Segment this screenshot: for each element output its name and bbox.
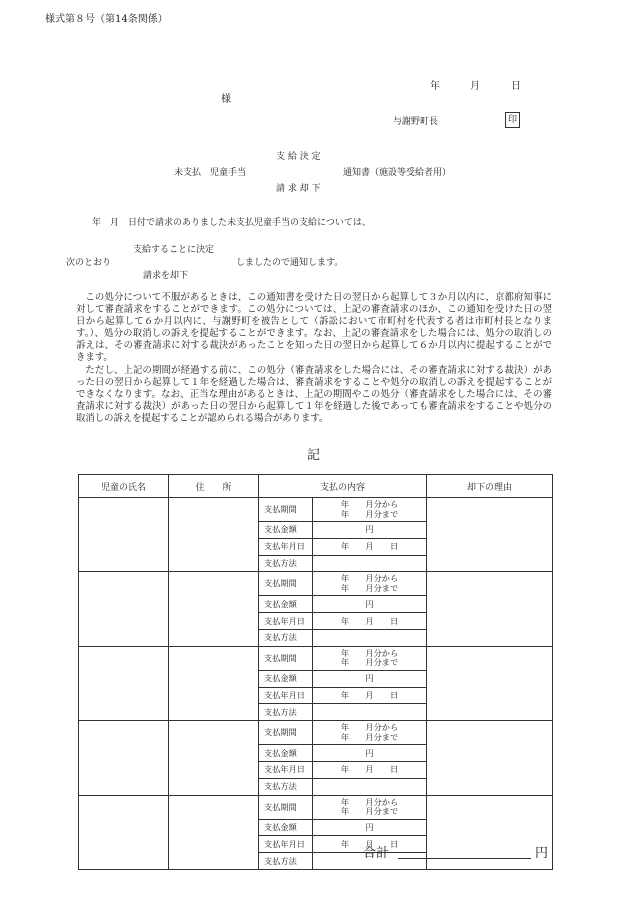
date-month: 月 — [470, 81, 480, 92]
rejection-reason-cell[interactable] — [427, 646, 553, 720]
child-name-cell[interactable] — [79, 498, 169, 572]
period-value[interactable] — [313, 795, 427, 819]
period-label: 支払期間 — [259, 795, 313, 819]
amount-label: 支払金額 — [259, 670, 313, 687]
period-from: 年 月分から — [340, 722, 399, 733]
method-value[interactable] — [313, 629, 427, 646]
pay-date-value[interactable]: 年 月 日 — [313, 538, 427, 555]
period-value[interactable] — [313, 721, 427, 745]
method-value[interactable] — [313, 778, 427, 795]
address-cell[interactable] — [169, 795, 259, 869]
period-to: 年 月分まで — [340, 806, 399, 817]
period-label: 支払期間 — [259, 498, 313, 522]
amount-value[interactable]: 円 — [313, 596, 427, 613]
pay-date-label: 支払年月日 — [259, 687, 313, 704]
total-unit: 円 — [535, 846, 549, 861]
table-row — [79, 646, 553, 670]
amount-label: 支払金額 — [259, 596, 313, 613]
period-label: 支払期間 — [259, 721, 313, 745]
header-payment-content: 支払の内容 — [259, 475, 427, 498]
method-label: 支払方法 — [259, 629, 313, 646]
child-name-cell[interactable] — [79, 795, 169, 869]
method-label: 支払方法 — [259, 853, 313, 870]
rejection-reason-cell[interactable] — [427, 498, 553, 572]
table-header-row — [79, 475, 553, 498]
appeal-paragraph-1: この処分について不服があるときは、この通知書を受けた日の翌日から起算して３か月以内に、京都府知事に対して審査請求をすることができます。この処分については、上記の審査請求のほか、この通知を受けた日の翌日から起算して６か月以内に、与謝野町を被告として（訴訟において市町村を代表する者は市町村長となります。）、処分の取消しの訴えを提起することができます。なお、上記の審査請求をした場合には、処分の取消しの訴えは、その審査請求に対する裁決があったことを知った日の翌日から起算して６か月以内に提起することができます。 — [76, 292, 552, 364]
period-label: 支払期間 — [259, 572, 313, 596]
issuer: 与謝野町長 — [393, 117, 439, 127]
period-from: 年 月分から — [340, 647, 399, 658]
period-to: 年 月分まで — [340, 731, 399, 742]
period-value[interactable] — [313, 646, 427, 670]
payment-table — [78, 474, 553, 870]
title-rejection: 請 求 却 下 — [276, 184, 321, 194]
period-value[interactable] — [313, 498, 427, 522]
pay-date-label: 支払年月日 — [259, 761, 313, 778]
seal-mark: 印 — [505, 112, 520, 128]
table-row — [79, 721, 553, 745]
decision-option-reject: 請求を却下 — [143, 271, 189, 281]
total-label: 合計 — [363, 846, 390, 861]
addressee-suffix: 様 — [221, 94, 231, 105]
header-address: 住 所 — [169, 475, 259, 498]
rejection-reason-cell[interactable] — [427, 721, 553, 795]
period-to: 年 月分まで — [340, 508, 399, 519]
period-to: 年 月分まで — [340, 657, 399, 668]
pay-date-value[interactable]: 年 月 日 — [313, 761, 427, 778]
ki-heading: 記 — [307, 448, 321, 463]
period-value[interactable] — [313, 572, 427, 596]
table-row — [79, 572, 553, 596]
method-value[interactable] — [313, 704, 427, 721]
child-name-cell[interactable] — [79, 646, 169, 720]
child-name-cell[interactable] — [79, 721, 169, 795]
address-cell[interactable] — [169, 721, 259, 795]
header-rejection-reason: 却下の理由 — [427, 475, 553, 498]
method-value[interactable] — [313, 555, 427, 572]
pay-date-label: 支払年月日 — [259, 538, 313, 555]
pay-date-label: 支払年月日 — [259, 836, 313, 853]
appeal-paragraph-2: ただし、上記の期間が経過する前に、この処分（審査請求をした場合には、その審査請求に対する裁決）があった日の翌日から起算して１年を経過した場合は、審査請求をすることや処分の取消しの訴えを提起することができなくなります。なお、正当な理由があるときは、上記の期間やこの処分（審査請求をした場合には、その審査請求に対する裁決）があった日の翌日から起算して１年を経過した後であっても審査請求をすることや処分の取消しの訴えを提起することが認められる場合があります。 — [76, 365, 552, 425]
amount-value[interactable]: 円 — [313, 819, 427, 836]
pay-date-value[interactable]: 年 月 日 — [313, 687, 427, 704]
amount-value[interactable]: 円 — [313, 670, 427, 687]
period-label: 支払期間 — [259, 646, 313, 670]
child-name-cell[interactable] — [79, 572, 169, 646]
total-underline[interactable] — [398, 858, 531, 859]
address-cell[interactable] — [169, 498, 259, 572]
pay-date-value[interactable]: 年 月 日 — [313, 836, 427, 853]
period-to: 年 月分まで — [340, 582, 399, 593]
date-year: 年 — [430, 81, 440, 92]
period-from: 年 月分から — [340, 499, 399, 510]
amount-label: 支払金額 — [259, 819, 313, 836]
amount-value[interactable]: 円 — [313, 522, 427, 539]
amount-value[interactable]: 円 — [313, 745, 427, 762]
decision-prefix: 次のとおり — [66, 258, 112, 268]
header-child-name: 児童の氏名 — [79, 475, 169, 498]
title-right: 通知書（施設等受給者用） — [343, 168, 452, 178]
title-left: 未支払 児童手当 — [174, 168, 247, 178]
amount-label: 支払金額 — [259, 522, 313, 539]
period-from: 年 月分から — [340, 796, 399, 807]
pay-date-value[interactable]: 年 月 日 — [313, 613, 427, 630]
table-row — [79, 498, 553, 522]
date-day: 日 — [511, 81, 521, 92]
title-decision: 支 給 決 定 — [276, 152, 321, 162]
period-from: 年 月分から — [340, 573, 399, 584]
decision-suffix: しましたので通知します。 — [236, 258, 344, 268]
method-label: 支払方法 — [259, 778, 313, 795]
decision-option-grant: 支給することに決定 — [133, 245, 215, 255]
table-row — [79, 795, 553, 819]
pay-date-label: 支払年月日 — [259, 613, 313, 630]
form-number: 様式第８号（第14条関係） — [45, 14, 168, 25]
method-label: 支払方法 — [259, 555, 313, 572]
address-cell[interactable] — [169, 646, 259, 720]
address-cell[interactable] — [169, 572, 259, 646]
method-label: 支払方法 — [259, 704, 313, 721]
rejection-reason-cell[interactable] — [427, 572, 553, 646]
intro-text: 年 月 日付で請求のありました未支払児童手当の支給については、 — [92, 218, 371, 228]
amount-label: 支払金額 — [259, 745, 313, 762]
